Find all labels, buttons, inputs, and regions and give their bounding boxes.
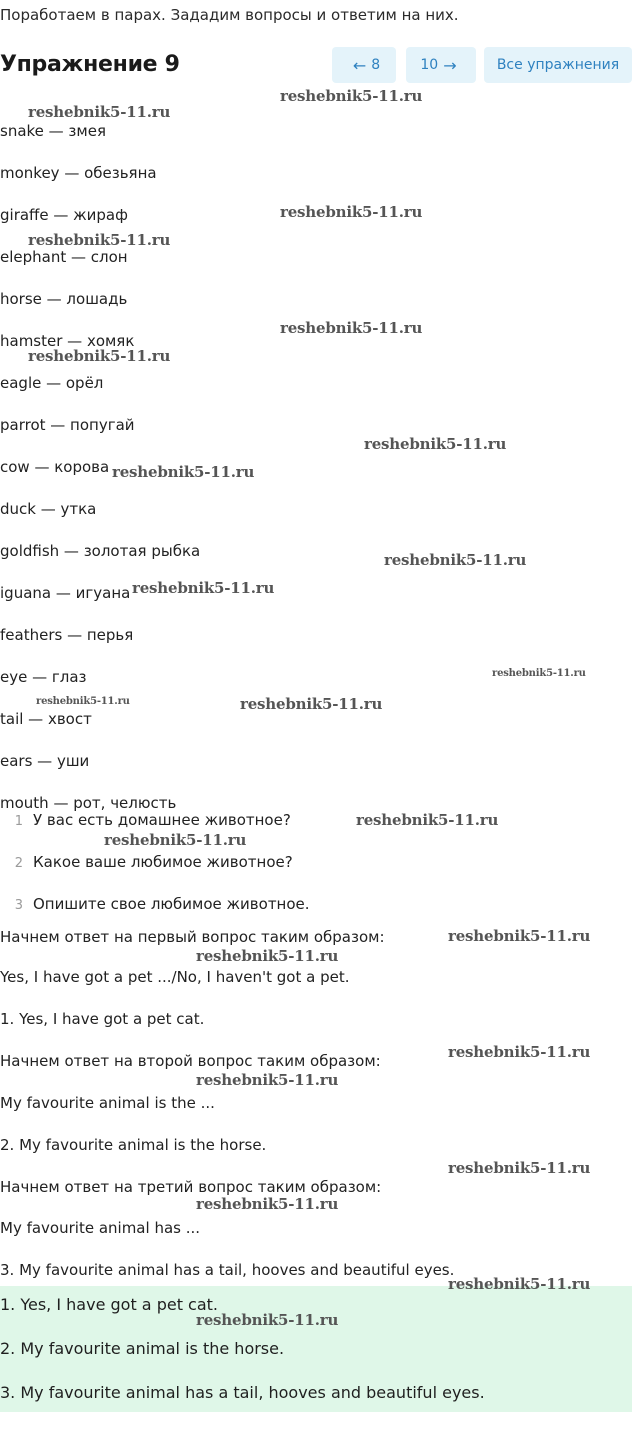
arrow-right-icon: → xyxy=(443,55,457,75)
vocab-item: parrot — попугай xyxy=(0,416,135,434)
question-item xyxy=(0,895,310,913)
solution-line: Yes, I have got a pet .../No, I haven't got a pet. xyxy=(0,968,350,986)
question-number: 1 xyxy=(14,814,23,829)
intro-text: Поработаем в парах. Зададим вопросы и ответим на них. xyxy=(0,6,459,24)
watermark: reshebnik5-11.ru xyxy=(280,319,423,337)
solution-line: Начнем ответ на третий вопрос таким образом: xyxy=(0,1178,382,1196)
solution-line: Начнем ответ на второй вопрос таким образом: xyxy=(0,1052,381,1070)
question-text: У вас есть домашнее животное? xyxy=(33,811,291,829)
prev-exercise-button[interactable] xyxy=(332,47,396,83)
question-item xyxy=(0,853,293,871)
watermark: reshebnik5-11.ru xyxy=(196,1071,339,1089)
vocab-item: mouth — рот, челюсть xyxy=(0,794,177,812)
watermark: reshebnik5-11.ru xyxy=(28,347,171,365)
watermark: reshebnik5-11.ru xyxy=(132,579,275,597)
vocab-item: monkey — обезьяна xyxy=(0,164,157,182)
watermark: reshebnik5-11.ru xyxy=(280,87,423,105)
solution-line: My favourite animal has ... xyxy=(0,1219,201,1237)
answer-line: 3. My favourite animal has a tail, hooves and beautiful eyes. xyxy=(0,1383,485,1402)
next-exercise-button[interactable] xyxy=(406,47,476,83)
prev-exercise-label: 8 xyxy=(371,57,381,73)
watermark: reshebnik5-11.ru xyxy=(36,696,130,707)
vocab-item: snake — змея xyxy=(0,122,106,140)
vocab-item: iguana — игуана xyxy=(0,584,131,602)
question-number: 2 xyxy=(14,856,23,871)
watermark: reshebnik5-11.ru xyxy=(240,695,383,713)
watermark: reshebnik5-11.ru xyxy=(448,927,591,945)
vocab-item: goldfish — золотая рыбка xyxy=(0,542,201,560)
question-item xyxy=(0,811,291,829)
watermark: reshebnik5-11.ru xyxy=(356,811,499,829)
watermark: reshebnik5-11.ru xyxy=(196,1195,339,1213)
answer-box xyxy=(0,1286,632,1412)
solution-line: My favourite animal is the ... xyxy=(0,1094,215,1112)
vocab-item: eye — глаз xyxy=(0,668,87,686)
watermark: reshebnik5-11.ru xyxy=(28,103,171,121)
question-number: 3 xyxy=(14,898,23,913)
arrow-left-icon: ← xyxy=(352,55,367,75)
watermark: reshebnik5-11.ru xyxy=(384,551,527,569)
vocab-item: cow — корова xyxy=(0,458,110,476)
vocab-item: feathers — перья xyxy=(0,626,134,644)
solution-line: 1. Yes, I have got a pet cat. xyxy=(0,1010,205,1028)
vocab-item: horse — лошадь xyxy=(0,290,128,308)
all-exercises-button[interactable]: Все упражнения xyxy=(484,47,632,83)
watermark: reshebnik5-11.ru xyxy=(196,947,339,965)
solution-line: 3. My favourite animal has a tail, hooves and beautiful eyes. xyxy=(0,1261,455,1279)
watermark: reshebnik5-11.ru xyxy=(448,1275,591,1293)
vocab-item: elephant — слон xyxy=(0,248,128,266)
watermark: reshebnik5-11.ru xyxy=(112,463,255,481)
watermark: reshebnik5-11.ru xyxy=(492,668,586,679)
watermark: reshebnik5-11.ru xyxy=(104,831,247,849)
vocab-item: eagle — орёл xyxy=(0,374,104,392)
vocab-item: tail — хвост xyxy=(0,710,92,728)
solution-line: 2. My favourite animal is the horse. xyxy=(0,1136,267,1154)
vocab-item: duck — утка xyxy=(0,500,97,518)
vocab-item: hamster — хомяк xyxy=(0,332,135,350)
answer-line: 1. Yes, I have got a pet cat. xyxy=(0,1295,219,1314)
watermark: reshebnik5-11.ru xyxy=(196,1311,339,1329)
watermark: reshebnik5-11.ru xyxy=(364,435,507,453)
watermark: reshebnik5-11.ru xyxy=(448,1043,591,1061)
watermark: reshebnik5-11.ru xyxy=(28,231,171,249)
question-text: Опишите свое любимое животное. xyxy=(33,895,310,913)
vocab-item: ears — уши xyxy=(0,752,90,770)
vocab-item: giraffe — жираф xyxy=(0,206,128,224)
answer-line: 2. My favourite animal is the horse. xyxy=(0,1339,285,1358)
watermark: reshebnik5-11.ru xyxy=(280,203,423,221)
question-text: Какое ваше любимое животное? xyxy=(33,853,293,871)
exercise-title: Упражнение 9 xyxy=(0,52,180,77)
solution-line: Начнем ответ на первый вопрос таким образом: xyxy=(0,928,385,946)
watermark: reshebnik5-11.ru xyxy=(448,1159,591,1177)
next-exercise-label: 10 xyxy=(420,57,439,73)
